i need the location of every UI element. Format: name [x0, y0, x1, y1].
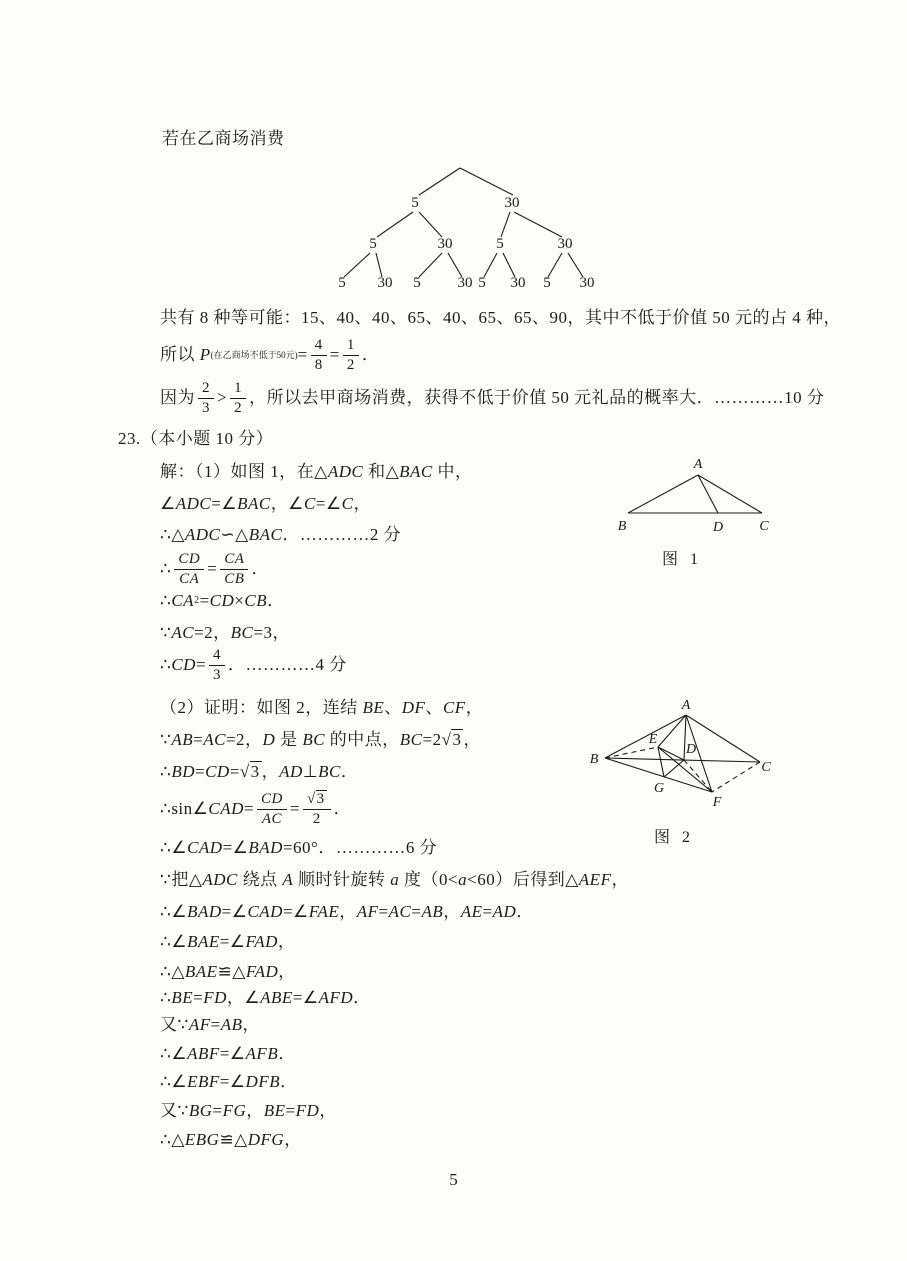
solution-line: （2）证明：如图 2，连结 BE 、 DF 、 CF ，	[160, 698, 484, 717]
solution-line: ∴ $\frac{CD}{CA}$ = $\frac{CA}{CB}$ ．	[160, 551, 269, 587]
solution-line: ∠ ADC =∠ BAC ，∠ C =∠ C ，	[160, 494, 371, 513]
conclusion-line: 因为 $\frac{2}{3}$ > $\frac{1}{2}$ ，所以去甲商场消费，获得不低于价值 50 元礼品的概率大．…………10 分	[160, 380, 825, 416]
tree-node-label: 30	[504, 195, 520, 211]
page-number: 5	[449, 1170, 458, 1189]
solution-line: ∴ BD = CD = √3 ， AD ⊥ BC ．	[160, 762, 359, 781]
vertex-label: A	[693, 457, 703, 472]
solution-line: 又∵ AF = AB ，	[160, 1015, 260, 1034]
tree-node-label: 30	[457, 275, 473, 291]
tree-node-label: 30	[579, 275, 595, 291]
tree-node-label: 5	[369, 236, 377, 252]
solution-line: ∵把△ ADC 绕点 A 顺时针旋转 a 度（0< a <60）后得到△ AEF ，	[160, 870, 629, 889]
vertex-label: F	[712, 795, 722, 810]
tree-node-label: 30	[510, 275, 526, 291]
outcomes-line: 共有 8 种等可能：15、40、40、65、40、65、65、90，其中不低于价值 50 元的占 4 种，	[160, 308, 841, 327]
vertex-label: C	[761, 760, 771, 775]
tree-node-label: 30	[437, 236, 453, 252]
solution-line: ∴∠ EBF =∠ DFB ．	[160, 1072, 298, 1091]
solution-line: 解：（1）如图 1，在△ ADC 和△ BAC 中，	[160, 462, 473, 481]
figure-2-caption: 图 2	[653, 829, 694, 846]
solution-line: 又∵ BG = FG ， BE = FD ，	[160, 1101, 337, 1120]
tree-node-label: 30	[557, 236, 573, 252]
solution-line: ∴∠ BAE =∠ FAD ，	[160, 932, 296, 951]
figure-2-rotation-diagram	[580, 695, 800, 845]
vertex-label: A	[681, 698, 691, 713]
vertex-label: B	[589, 752, 599, 767]
solution-line: ∵ AB = AC =2， D 是 BC 的中点， BC =2 √3 ，	[160, 730, 481, 749]
problem-23-heading: 23.（本小题 10 分）	[118, 429, 274, 448]
solution-line: ∴∠ ABF =∠ AFB ．	[160, 1044, 296, 1063]
solution-line: ∴ BE = FD ，∠ ABE =∠ AFD ．	[160, 988, 371, 1007]
tree-node-label: 5	[543, 275, 551, 291]
tree-node-label: 5	[496, 236, 504, 252]
figure-1-caption: 图 1	[661, 551, 702, 568]
vertex-label: E	[648, 732, 658, 747]
probability-tree-diagram	[320, 155, 620, 300]
solution-line: ∴△ EBG ≌△ DFG ，	[160, 1130, 302, 1149]
solution-line: ∵ AC =2， BC =3，	[160, 623, 290, 642]
solution-line: ∴∠ CAD =∠ BAD =60°．…………6 分	[160, 838, 438, 857]
solution-line: ∴sin∠ CAD = $\frac{CD}{AC}$ = $\frac{√3}{2}$ ．	[160, 791, 352, 827]
solution-line: ∴ CA 2 = CD × CB ．	[160, 591, 285, 610]
solution-line: ∴△ ADC ∽△ BAC ．…………2 分	[160, 525, 402, 544]
vertex-label: D	[685, 742, 697, 757]
solution-line: ∴∠ BAD =∠ CAD =∠ FAE ， AF = AC = AB ， AE = AD ．	[160, 902, 534, 921]
vertex-label: C	[759, 519, 769, 534]
solution-line: ∴△ BAE ≌△ FAD ，	[160, 962, 296, 981]
tree-node-label: 30	[377, 275, 393, 291]
vertex-label: G	[653, 781, 665, 796]
tree-node-label: 5	[338, 275, 346, 291]
tree-node-label: 5	[413, 275, 421, 291]
vertex-label: D	[712, 520, 724, 535]
tree-node-label: 5	[478, 275, 486, 291]
vertex-label: B	[617, 519, 627, 534]
probability-line: 所以 P (在乙商场不低于50元) = $\frac{4}{8}$ = $\frac{1}{2}$ ．	[160, 337, 380, 373]
tree-node-label: 5	[411, 195, 419, 211]
intro-line: 若在乙商场消费	[162, 129, 285, 148]
solution-line: ∴ CD = $\frac{4}{3}$ ．…………4 分	[160, 647, 347, 683]
